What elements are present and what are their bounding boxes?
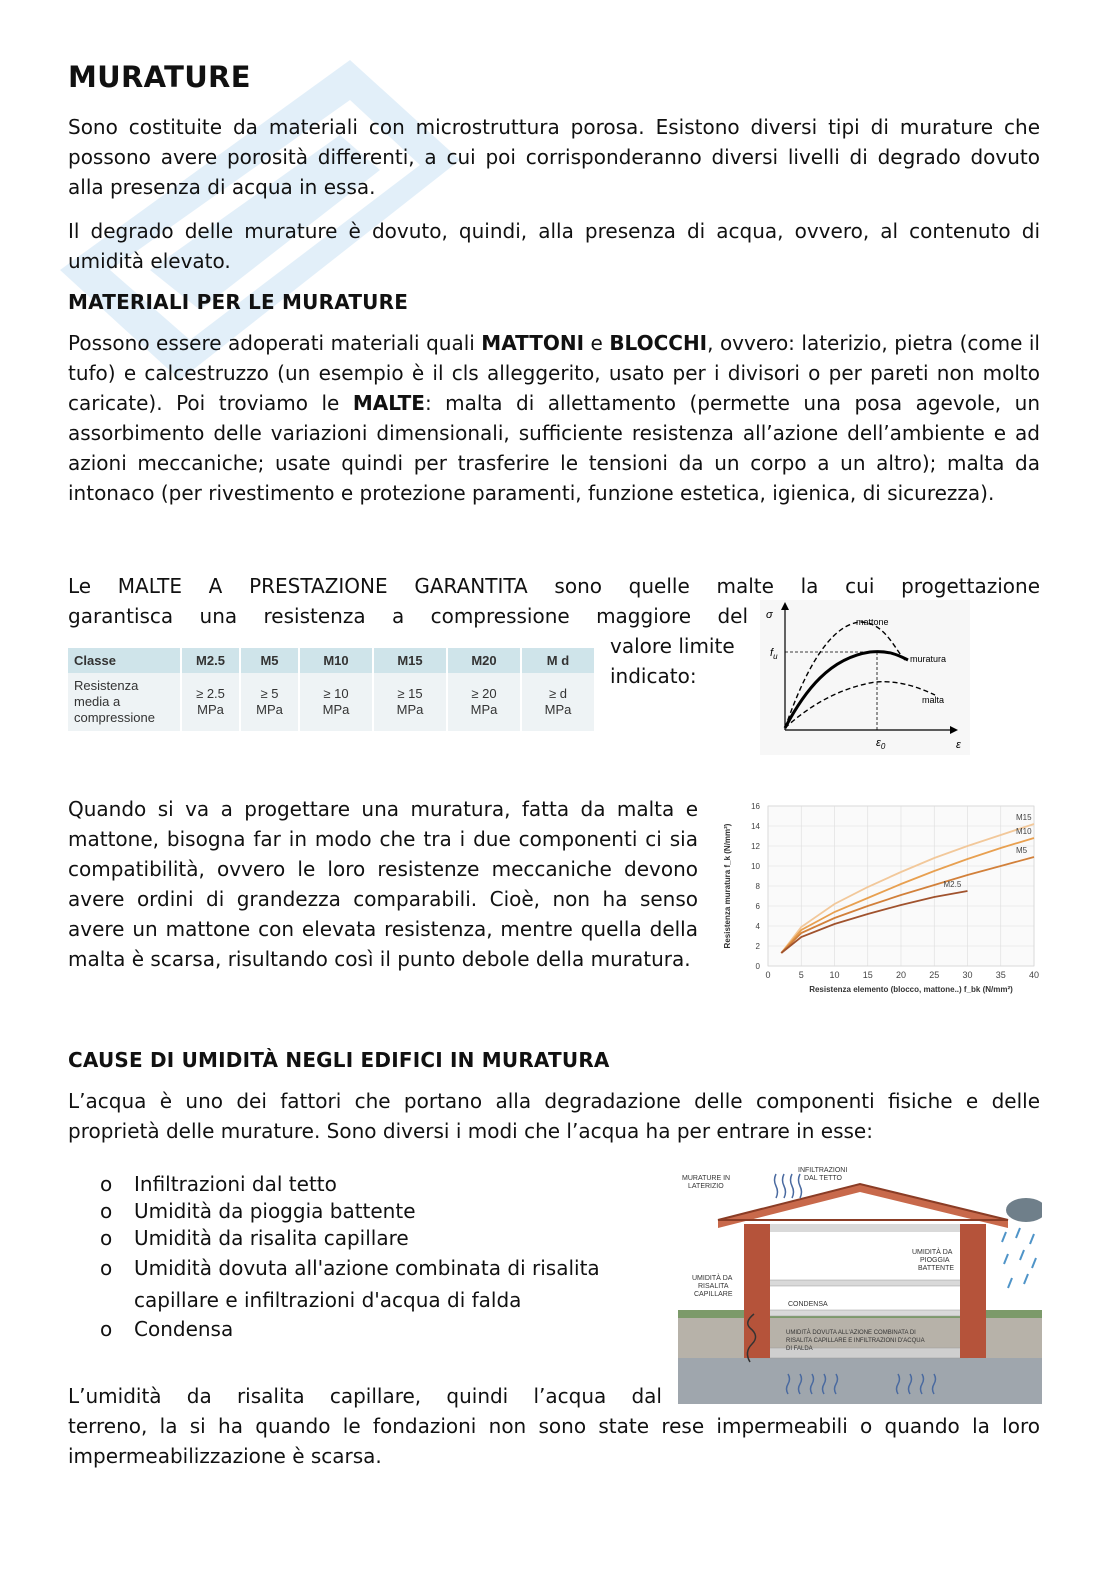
intro-paragraph-1: Sono costituite da materiali con microstruttura porosa. Esistono diversi tipi di murature che possono avere porosità differenti, a cui poi corrisponderanno diversi livelli di degrado dovuto alla presenza di acqua in essa. [68,115,1040,199]
cause-intro-paragraph: L’acqua è uno dei fattori che portano alla degradazione delle componenti fisiche e delle proprietà delle murature. Sono diversi i modi che l’acqua ha per entrare in esse: [68,1089,1040,1143]
y-tick-label: 10 [751,862,760,871]
list-item: o Condensa [100,1317,234,1341]
label-murature: LATERIZIO [688,1183,724,1190]
table-cell: ≥ 10 MPa [299,673,373,731]
malte-line-4: indicato: [610,664,697,688]
x-tick-label: 25 [929,970,940,980]
label-risalita: UMIDITÀ DA [692,1275,733,1282]
malte-line-3: valore limite [610,634,735,658]
fu-label: $f_u$ [770,647,778,661]
table-cell: ≥ 20 MPa [447,673,521,731]
label-mattone: mattone [856,617,889,627]
label-pioggia: UMIDITÀ DA [912,1249,953,1256]
materiali-paragraph: Possono essere adoperati materiali quali MATTONI e BLOCCHI, ovvero: laterizio, pietra (come il tufo) e calcestruzzo (un esempio è il cls alleggerito, usato per i divisori o per pareti non molto caricate). Poi troviamo le MALTE: malta di allettamento (permette una posa agevole, un assorbimento delle variazioni dimensionali, sufficiente resistenza all’azione dell’ambiente e ad azioni meccaniche; usate quindi per trasferire le tensioni da un corpo a un altro); malta da intonaco (per rivestimento e protezione paramenti, funzione estetica, igienica, di sicurezza). [68,331,1041,505]
x-tick-label: 10 [829,970,840,980]
x-tick-label: 35 [995,970,1006,980]
x-tick-label: 15 [862,970,873,980]
malte-line-2: garantisca una resistenza a compressione maggiore del [68,604,748,628]
y-tick-label: 2 [755,942,760,951]
x-tick-label: 5 [798,970,804,980]
label-condensa: CONDENSA [788,1301,828,1308]
series-label: M5 [1016,846,1028,855]
section-heading-materiali: MATERIALI PER LE MURATURE [68,290,409,314]
x-axis-label: Resistenza elemento (blocco, mattone..) f_bk (N/mm²) [809,985,1013,994]
table-header: M2.5 [181,648,240,673]
classi-table-wrapper [68,648,596,731]
label-risalita: CAPILLARE [694,1291,733,1298]
label-infiltrazioni: INFILTRAZIONI [798,1167,848,1174]
section-heading-cause: CAUSE DI UMIDITÀ NEGLI EDIFICI IN MURATURA [68,1048,610,1072]
label-risalita: RISALITA [698,1283,729,1290]
table-header: M10 [299,648,373,673]
table-cell: ≥ 15 MPa [373,673,447,731]
page-title: MURATURE [68,60,251,94]
closing-line-1: L’umidità da risalita capillare, quindi l’acqua dal [68,1384,662,1408]
label-malta: malta [922,695,945,705]
list-item: o Umidità da risalita capillare [100,1226,409,1250]
table-cell: ≥ d MPa [521,673,595,731]
label-infiltrazioni: DAL TETTO [804,1175,842,1182]
series-label: M2.5 [943,880,962,889]
label-murature: MURATURE IN [682,1175,731,1182]
stress-strain-diagram [760,600,970,755]
y-tick-label: 12 [751,842,760,851]
compatibility-paragraph: Quando si va a progettare una muratura, fatta da malta e mattone, bisogna far in modo che tra i due componenti ci sia compatibilità, ovvero le loro resistenze meccaniche devono avere ordini di grandezza comparabili. Cioè, non ha senso avere un mattone con elevata resistenza, mentre quella della malta è scarsa, risultando così il punto debole della muratura. [68,797,698,971]
cause-list [68,1171,678,1343]
list-item: o Umidità da pioggia battente [100,1199,416,1223]
label-pioggia: PIOGGIA [920,1257,950,1264]
classi-table [68,648,596,731]
x-axis-label: ε [956,739,961,751]
table-header: M15 [373,648,447,673]
y-axis-label: Resistenza muratura f_k (N/mm²) [723,823,732,949]
table-cell: ≥ 2.5 MPa [181,673,240,731]
table-row-label: Resistenza media a compressione [68,673,181,731]
closing-paragraph: terreno, la si ha quando le fondazioni non sono state rese impermeabili o quando la loro impermeabilizzazione è scarsa. [68,1414,1040,1468]
y-axis-label: σ [766,609,773,621]
y-tick-label: 14 [751,822,760,831]
y-tick-label: 6 [755,902,760,911]
right-wall [960,1224,986,1358]
y-tick-label: 16 [751,802,760,811]
series-label: M10 [1016,827,1032,836]
table-cell: ≥ 5 MPa [240,673,299,731]
series-label: M15 [1016,813,1032,822]
x-tick-label: 40 [1028,970,1040,980]
intro-paragraph-2: Il degrado delle murature è dovuto, quindi, alla presenza di acqua, ovvero, al contenuto di umidità elevato. [68,219,1040,273]
y-tick-label: 8 [755,882,760,891]
list-item: o Umidità dovuta all'azione combinata di risalita capillare e infiltrazioni d'acqua di falda [100,1256,600,1312]
x-tick-label: 30 [962,970,973,980]
label-pioggia: BATTENTE [918,1265,955,1272]
table-header: M5 [240,648,299,673]
resistance-chart [718,798,1040,998]
table-header: Classe [68,648,181,673]
label-combinata: RISALITA CAPILLARE E INFILTRAZIONI D'ACQUA [786,1338,925,1344]
label-combinata: UMIDITÀ DOVUTA ALL'AZIONE COMBINATA DI [786,1330,916,1336]
x-tick-label: 0 [765,970,771,980]
y-tick-label: 4 [755,922,760,931]
label-muratura: muratura [910,654,947,664]
table-header: M d [521,648,595,673]
malte-line-1: Le MALTE A PRESTAZIONE GARANTITA sono quelle malte la cui progettazione [68,574,1040,598]
label-combinata: DI FALDA [786,1346,813,1352]
x-tick-label: 20 [895,970,907,980]
e0-label: $\varepsilon_0$ [876,737,886,751]
table-header: M20 [447,648,521,673]
left-wall [744,1224,770,1358]
house-moisture-diagram [678,1162,1042,1404]
y-tick-label: 0 [755,962,760,971]
list-item: o Infiltrazioni dal tetto [100,1172,337,1196]
